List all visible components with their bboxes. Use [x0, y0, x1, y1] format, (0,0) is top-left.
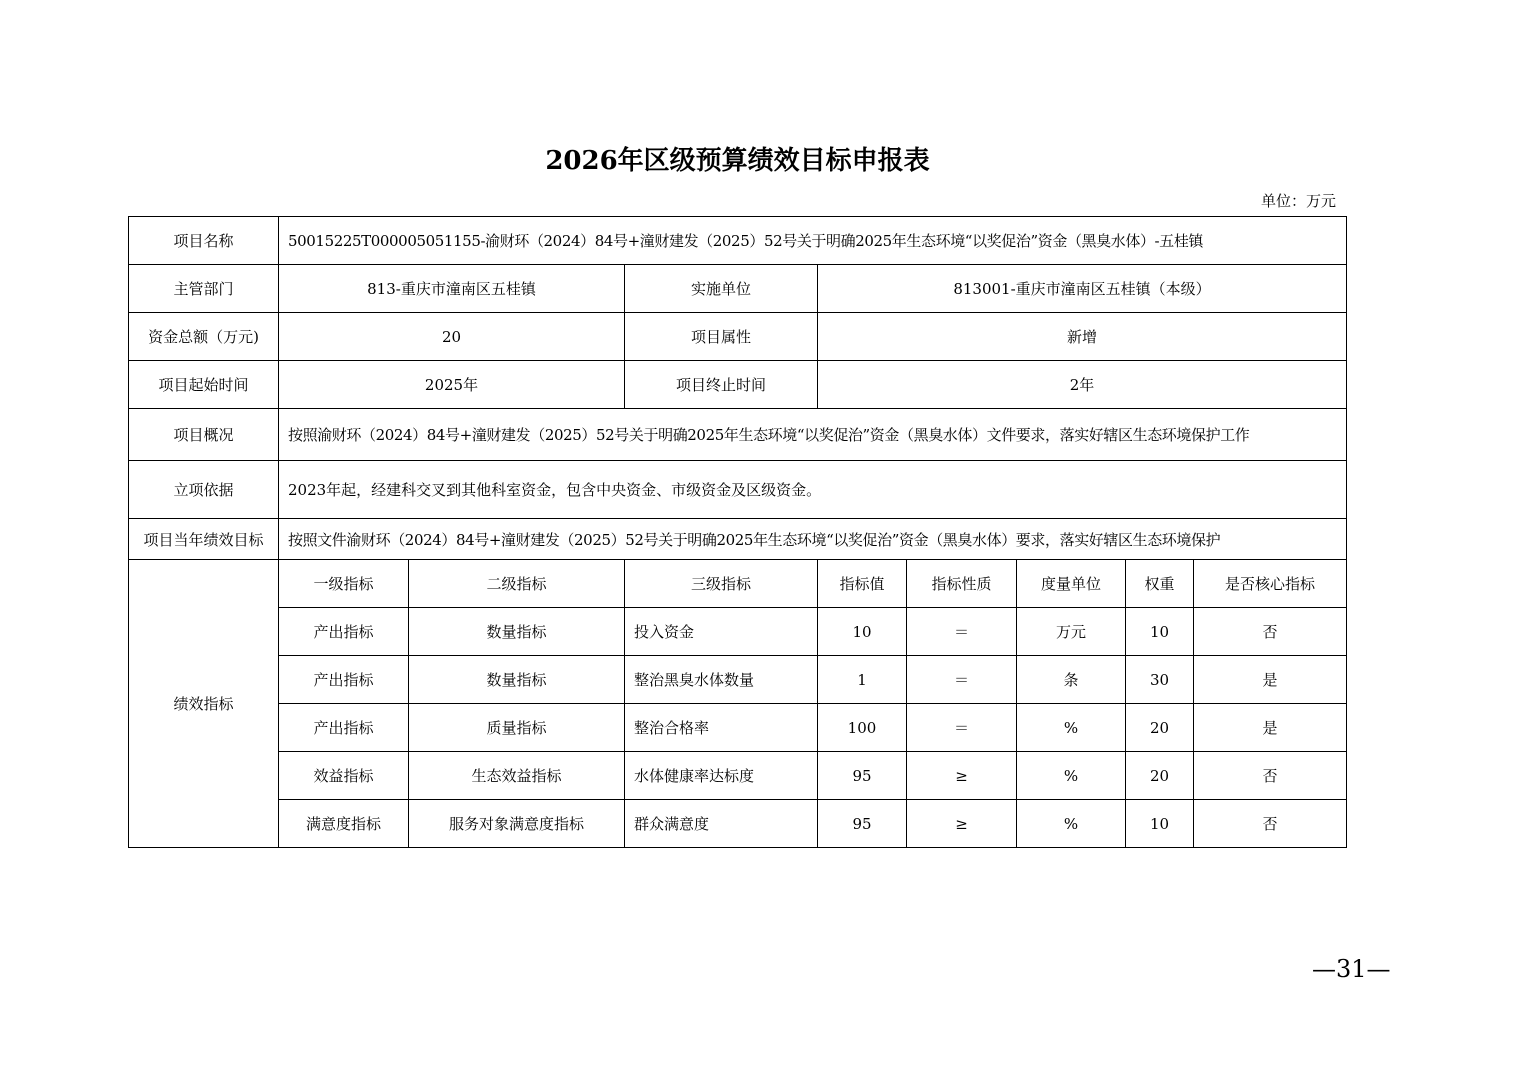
- cell-weight: 20: [1126, 752, 1194, 800]
- label-basis: 立项依据: [129, 461, 279, 519]
- cell-weight: 20: [1126, 704, 1194, 752]
- cell-core: 否: [1194, 608, 1347, 656]
- header-weight: 权重: [1126, 560, 1194, 608]
- budget-form-table: [128, 216, 1347, 848]
- value-goal: 按照文件渝财环（2024）84号+潼财建发（2025）52号关于明确2025年生态环境“以奖促治”资金（黑臭水体）要求，落实好辖区生态环境保护: [279, 519, 1347, 560]
- cell-weight: 30: [1126, 656, 1194, 704]
- cell-level3: 水体健康率达标度: [625, 752, 818, 800]
- cell-unit: %: [1017, 752, 1126, 800]
- cell-nature: ＝: [907, 704, 1017, 752]
- label-end-time: 项目终止时间: [625, 361, 818, 409]
- value-basis: 2023年起，经建科交叉到其他科室资金，包含中央资金、市级资金及区级资金。: [279, 461, 1347, 519]
- label-impl-unit: 实施单位: [625, 265, 818, 313]
- label-start-time: 项目起始时间: [129, 361, 279, 409]
- label-dept: 主管部门: [129, 265, 279, 313]
- cell-level1: 产出指标: [279, 704, 409, 752]
- cell-level3: 整治黑臭水体数量: [625, 656, 818, 704]
- cell-level2: 服务对象满意度指标: [409, 800, 625, 848]
- cell-value: 95: [818, 800, 907, 848]
- cell-unit: %: [1017, 800, 1126, 848]
- row-basis: [129, 461, 1347, 519]
- label-goal: 项目当年绩效目标: [129, 519, 279, 560]
- value-project-attr: 新增: [818, 313, 1347, 361]
- label-project-attr: 项目属性: [625, 313, 818, 361]
- label-funds: 资金总额（万元): [129, 313, 279, 361]
- cell-core: 是: [1194, 656, 1347, 704]
- cell-level3: 投入资金: [625, 608, 818, 656]
- row-overview: [129, 409, 1347, 461]
- label-project-name: 项目名称: [129, 217, 279, 265]
- cell-level2: 生态效益指标: [409, 752, 625, 800]
- label-indicators: 绩效指标: [129, 560, 279, 848]
- cell-level3: 整治合格率: [625, 704, 818, 752]
- cell-nature: ≥: [907, 800, 1017, 848]
- value-funds: 20: [279, 313, 625, 361]
- cell-level1: 产出指标: [279, 608, 409, 656]
- value-overview: 按照渝财环（2024）84号+潼财建发（2025）52号关于明确2025年生态环境“以奖促治”资金（黑臭水体）文件要求，落实好辖区生态环境保护工作: [279, 409, 1347, 461]
- header-level2: 二级指标: [409, 560, 625, 608]
- header-core: 是否核心指标: [1194, 560, 1347, 608]
- value-impl-unit: 813001-重庆市潼南区五桂镇（本级）: [818, 265, 1347, 313]
- cell-level1: 满意度指标: [279, 800, 409, 848]
- cell-core: 是: [1194, 704, 1347, 752]
- row-funds: [129, 313, 1347, 361]
- header-level1: 一级指标: [279, 560, 409, 608]
- header-nature: 指标性质: [907, 560, 1017, 608]
- cell-weight: 10: [1126, 800, 1194, 848]
- value-start-time: 2025年: [279, 361, 625, 409]
- cell-value: 95: [818, 752, 907, 800]
- table-row: [129, 656, 1347, 704]
- header-value: 指标值: [818, 560, 907, 608]
- value-dept: 813-重庆市潼南区五桂镇: [279, 265, 625, 313]
- label-overview: 项目概况: [129, 409, 279, 461]
- value-project-name: 50015225T000005051155-渝财环（2024）84号+潼财建发（2025）52号关于明确2025年生态环境“以奖促治”资金（黑臭水体）-五桂镇: [279, 217, 1347, 265]
- page-title: 2026年区级预算绩效目标申报表: [545, 146, 930, 176]
- table-row: [129, 704, 1347, 752]
- row-goal: [129, 519, 1347, 560]
- cell-core: 否: [1194, 752, 1347, 800]
- page-number: —31—: [1312, 955, 1391, 983]
- cell-level2: 质量指标: [409, 704, 625, 752]
- header-unit: 度量单位: [1017, 560, 1126, 608]
- cell-level2: 数量指标: [409, 608, 625, 656]
- cell-weight: 10: [1126, 608, 1194, 656]
- indicator-header-row: [129, 560, 1347, 608]
- cell-core: 否: [1194, 800, 1347, 848]
- cell-level3: 群众满意度: [625, 800, 818, 848]
- row-department: [129, 265, 1347, 313]
- cell-value: 1: [818, 656, 907, 704]
- unit-label: 单位：万元: [1260, 192, 1336, 210]
- cell-nature: ≥: [907, 752, 1017, 800]
- cell-level1: 效益指标: [279, 752, 409, 800]
- cell-unit: %: [1017, 704, 1126, 752]
- cell-unit: 万元: [1017, 608, 1126, 656]
- header-level3: 三级指标: [625, 560, 818, 608]
- cell-level1: 产出指标: [279, 656, 409, 704]
- cell-nature: ＝: [907, 656, 1017, 704]
- table-row: [129, 800, 1347, 848]
- value-end-time: 2年: [818, 361, 1347, 409]
- cell-nature: ＝: [907, 608, 1017, 656]
- cell-level2: 数量指标: [409, 656, 625, 704]
- cell-unit: 条: [1017, 656, 1126, 704]
- table-row: [129, 752, 1347, 800]
- table-row: [129, 608, 1347, 656]
- row-time: [129, 361, 1347, 409]
- row-project-name: [129, 217, 1347, 265]
- cell-value: 10: [818, 608, 907, 656]
- cell-value: 100: [818, 704, 907, 752]
